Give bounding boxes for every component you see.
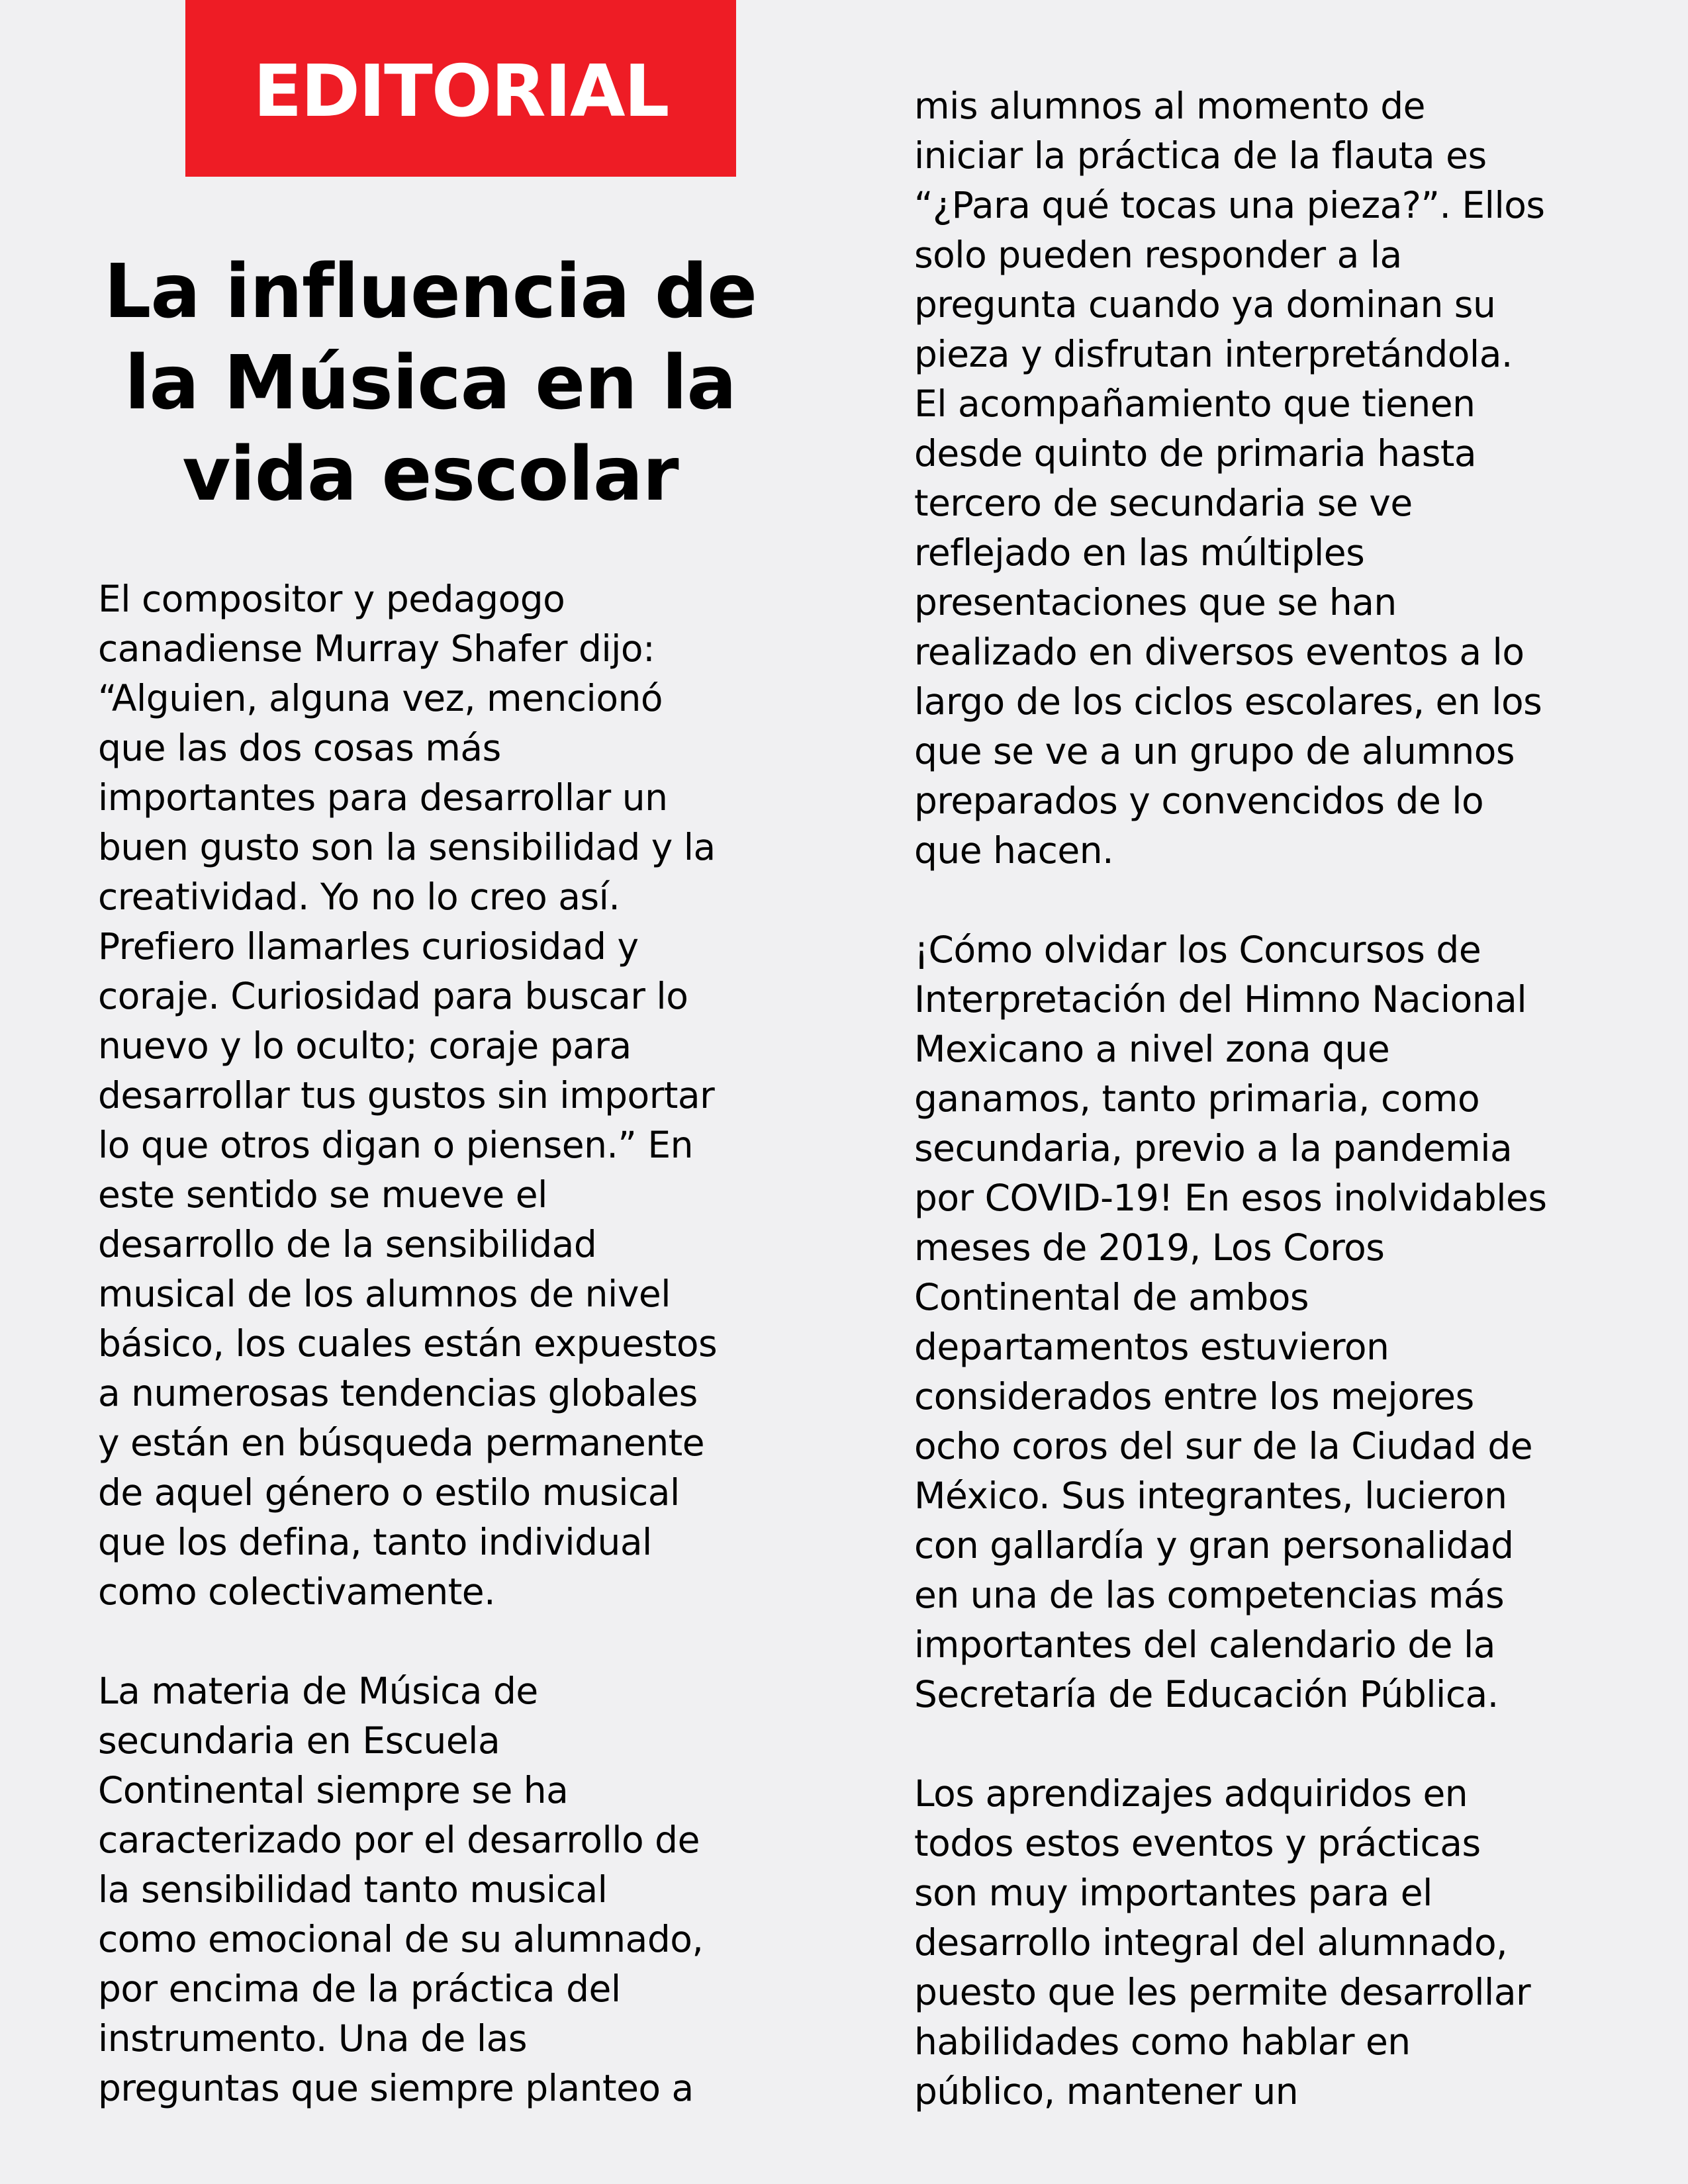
paragraph-line: como emocional de su alumnado, xyxy=(98,1918,704,1960)
paragraph-line: pieza y disfrutan interpretándola. xyxy=(914,333,1513,375)
paragraph-line: Continental siempre se ha xyxy=(98,1769,569,1811)
paragraph-line: pregunta cuando ya dominan su xyxy=(914,283,1496,326)
paragraph-line: solo pueden responder a la xyxy=(914,234,1402,276)
paragraph-line: caracterizado por el desarrollo de xyxy=(98,1819,700,1861)
article-paragraph xyxy=(98,574,859,1617)
paragraph-line: importantes para desarrollar un xyxy=(98,776,668,819)
paragraph-line: que las dos cosas más xyxy=(98,727,501,769)
article-paragraph xyxy=(914,925,1675,1719)
article-column-right xyxy=(914,81,1675,2116)
paragraph-line: coraje. Curiosidad para buscar lo xyxy=(98,975,688,1017)
paragraph-line: a numerosas tendencias globales xyxy=(98,1372,698,1414)
paragraph-line: “¿Para qué tocas una pieza?”. Ellos xyxy=(914,184,1545,226)
paragraph-line: ocho coros del sur de la Ciudad de xyxy=(914,1425,1533,1467)
paragraph-line: que se ve a un grupo de alumnos xyxy=(914,730,1515,772)
paragraph-line: musical de los alumnos de nivel xyxy=(98,1273,671,1315)
headline-line: vida escolar xyxy=(182,432,679,518)
paragraph-line: básico, los cuales están expuestos xyxy=(98,1322,718,1365)
paragraph-line: desarrollar tus gustos sin importar xyxy=(98,1074,715,1116)
article-paragraph xyxy=(98,1666,859,2113)
paragraph-line: México. Sus integrantes, lucieron xyxy=(914,1475,1507,1517)
paragraph-line: reflejado en las múltiples xyxy=(914,531,1365,574)
paragraph-line: y están en búsqueda permanente xyxy=(98,1422,705,1464)
paragraph-line: preparados y convencidos de lo xyxy=(914,780,1484,822)
paragraph-line: presentaciones que se han xyxy=(914,581,1397,623)
paragraph-line: Interpretación del Himno Nacional xyxy=(914,978,1527,1021)
paragraph-line: todos estos eventos y prácticas xyxy=(914,1822,1481,1864)
paragraph-line: puesto que les permite desarrollar xyxy=(914,1971,1531,2013)
paragraph-line: por encima de la práctica del xyxy=(98,1968,621,2010)
paragraph-line: iniciar la práctica de la flauta es xyxy=(914,134,1487,177)
paragraph-line: La materia de Música de xyxy=(98,1670,538,1712)
paragraph-line: secundaria en Escuela xyxy=(98,1719,500,1762)
paragraph-line: nuevo y lo oculto; coraje para xyxy=(98,1024,632,1067)
section-label-text: EDITORIAL xyxy=(253,50,669,133)
paragraph-line: realizado en diversos eventos a lo xyxy=(914,631,1524,673)
paragraph-line: en una de las competencias más xyxy=(914,1574,1505,1616)
paragraph-line: preguntas que siempre planteo a xyxy=(98,2067,694,2109)
paragraph-line: importantes del calendario de la xyxy=(914,1623,1495,1666)
paragraph-line: departamentos estuvieron xyxy=(914,1326,1389,1368)
paragraph-line: secundaria, previo a la pandemia xyxy=(914,1127,1513,1169)
paragraph-line: instrumento. Una de las xyxy=(98,2017,527,2060)
paragraph-line: considerados entre los mejores xyxy=(914,1375,1474,1418)
paragraph-line: buen gusto son la sensibilidad y la xyxy=(98,826,716,868)
paragraph-line: lo que otros digan o piensen.” En xyxy=(98,1124,694,1166)
paragraph-line: habilidades como hablar en xyxy=(914,2021,1411,2063)
paragraph-line: la sensibilidad tanto musical xyxy=(98,1868,608,1911)
paragraph-line: con gallardía y gran personalidad xyxy=(914,1524,1514,1567)
paragraph-line: como colectivamente. xyxy=(98,1570,496,1613)
article-paragraph xyxy=(914,1769,1675,2116)
paragraph-line: Los aprendizajes adquiridos en xyxy=(914,1772,1468,1815)
paragraph-line: este sentido se mueve el xyxy=(98,1173,547,1216)
paragraph-line: El compositor y pedagogo xyxy=(98,578,565,620)
paragraph-line: Prefiero llamarles curiosidad y xyxy=(98,925,639,968)
paragraph-line: canadiense Murray Shafer dijo: xyxy=(98,627,655,670)
section-label xyxy=(185,0,736,177)
headline-line: La influencia de xyxy=(103,249,757,335)
paragraph-line: que los defina, tanto individual xyxy=(98,1521,652,1563)
paragraph-line: El acompañamiento que tienen xyxy=(914,383,1476,425)
paragraph-line: ¡Cómo olvidar los Concursos de xyxy=(914,929,1481,971)
article-column-left xyxy=(98,574,859,2113)
paragraph-line: largo de los ciclos escolares, en los xyxy=(914,680,1542,723)
article-headline xyxy=(40,246,821,520)
paragraph-line: desde quinto de primaria hasta xyxy=(914,432,1477,475)
paragraph-line: que hacen. xyxy=(914,829,1114,872)
paragraph-line: Continental de ambos xyxy=(914,1276,1309,1318)
paragraph-line: creatividad. Yo no lo creo así. xyxy=(98,876,620,918)
paragraph-line: son muy importantes para el xyxy=(914,1872,1432,1914)
paragraph-line: mis alumnos al momento de xyxy=(914,85,1425,127)
headline-line: la Música en la xyxy=(124,340,736,426)
article-paragraph xyxy=(914,81,1675,876)
paragraph-line: “Alguien, alguna vez, mencionó xyxy=(98,677,663,719)
paragraph-line: tercero de secundaria se ve xyxy=(914,482,1413,524)
paragraph-line: de aquel género o estilo musical xyxy=(98,1471,680,1514)
paragraph-line: público, mantener un xyxy=(914,2070,1299,2113)
paragraph-line: ganamos, tanto primaria, como xyxy=(914,1077,1480,1120)
paragraph-line: desarrollo de la sensibilidad xyxy=(98,1223,597,1265)
paragraph-line: Mexicano a nivel zona que xyxy=(914,1028,1390,1070)
paragraph-line: meses de 2019, Los Coros xyxy=(914,1226,1385,1269)
paragraph-line: por COVID-19! En esos inolvidables xyxy=(914,1177,1547,1219)
paragraph-line: Secretaría de Educación Pública. xyxy=(914,1673,1499,1715)
paragraph-line: desarrollo integral del alumnado, xyxy=(914,1921,1508,1964)
